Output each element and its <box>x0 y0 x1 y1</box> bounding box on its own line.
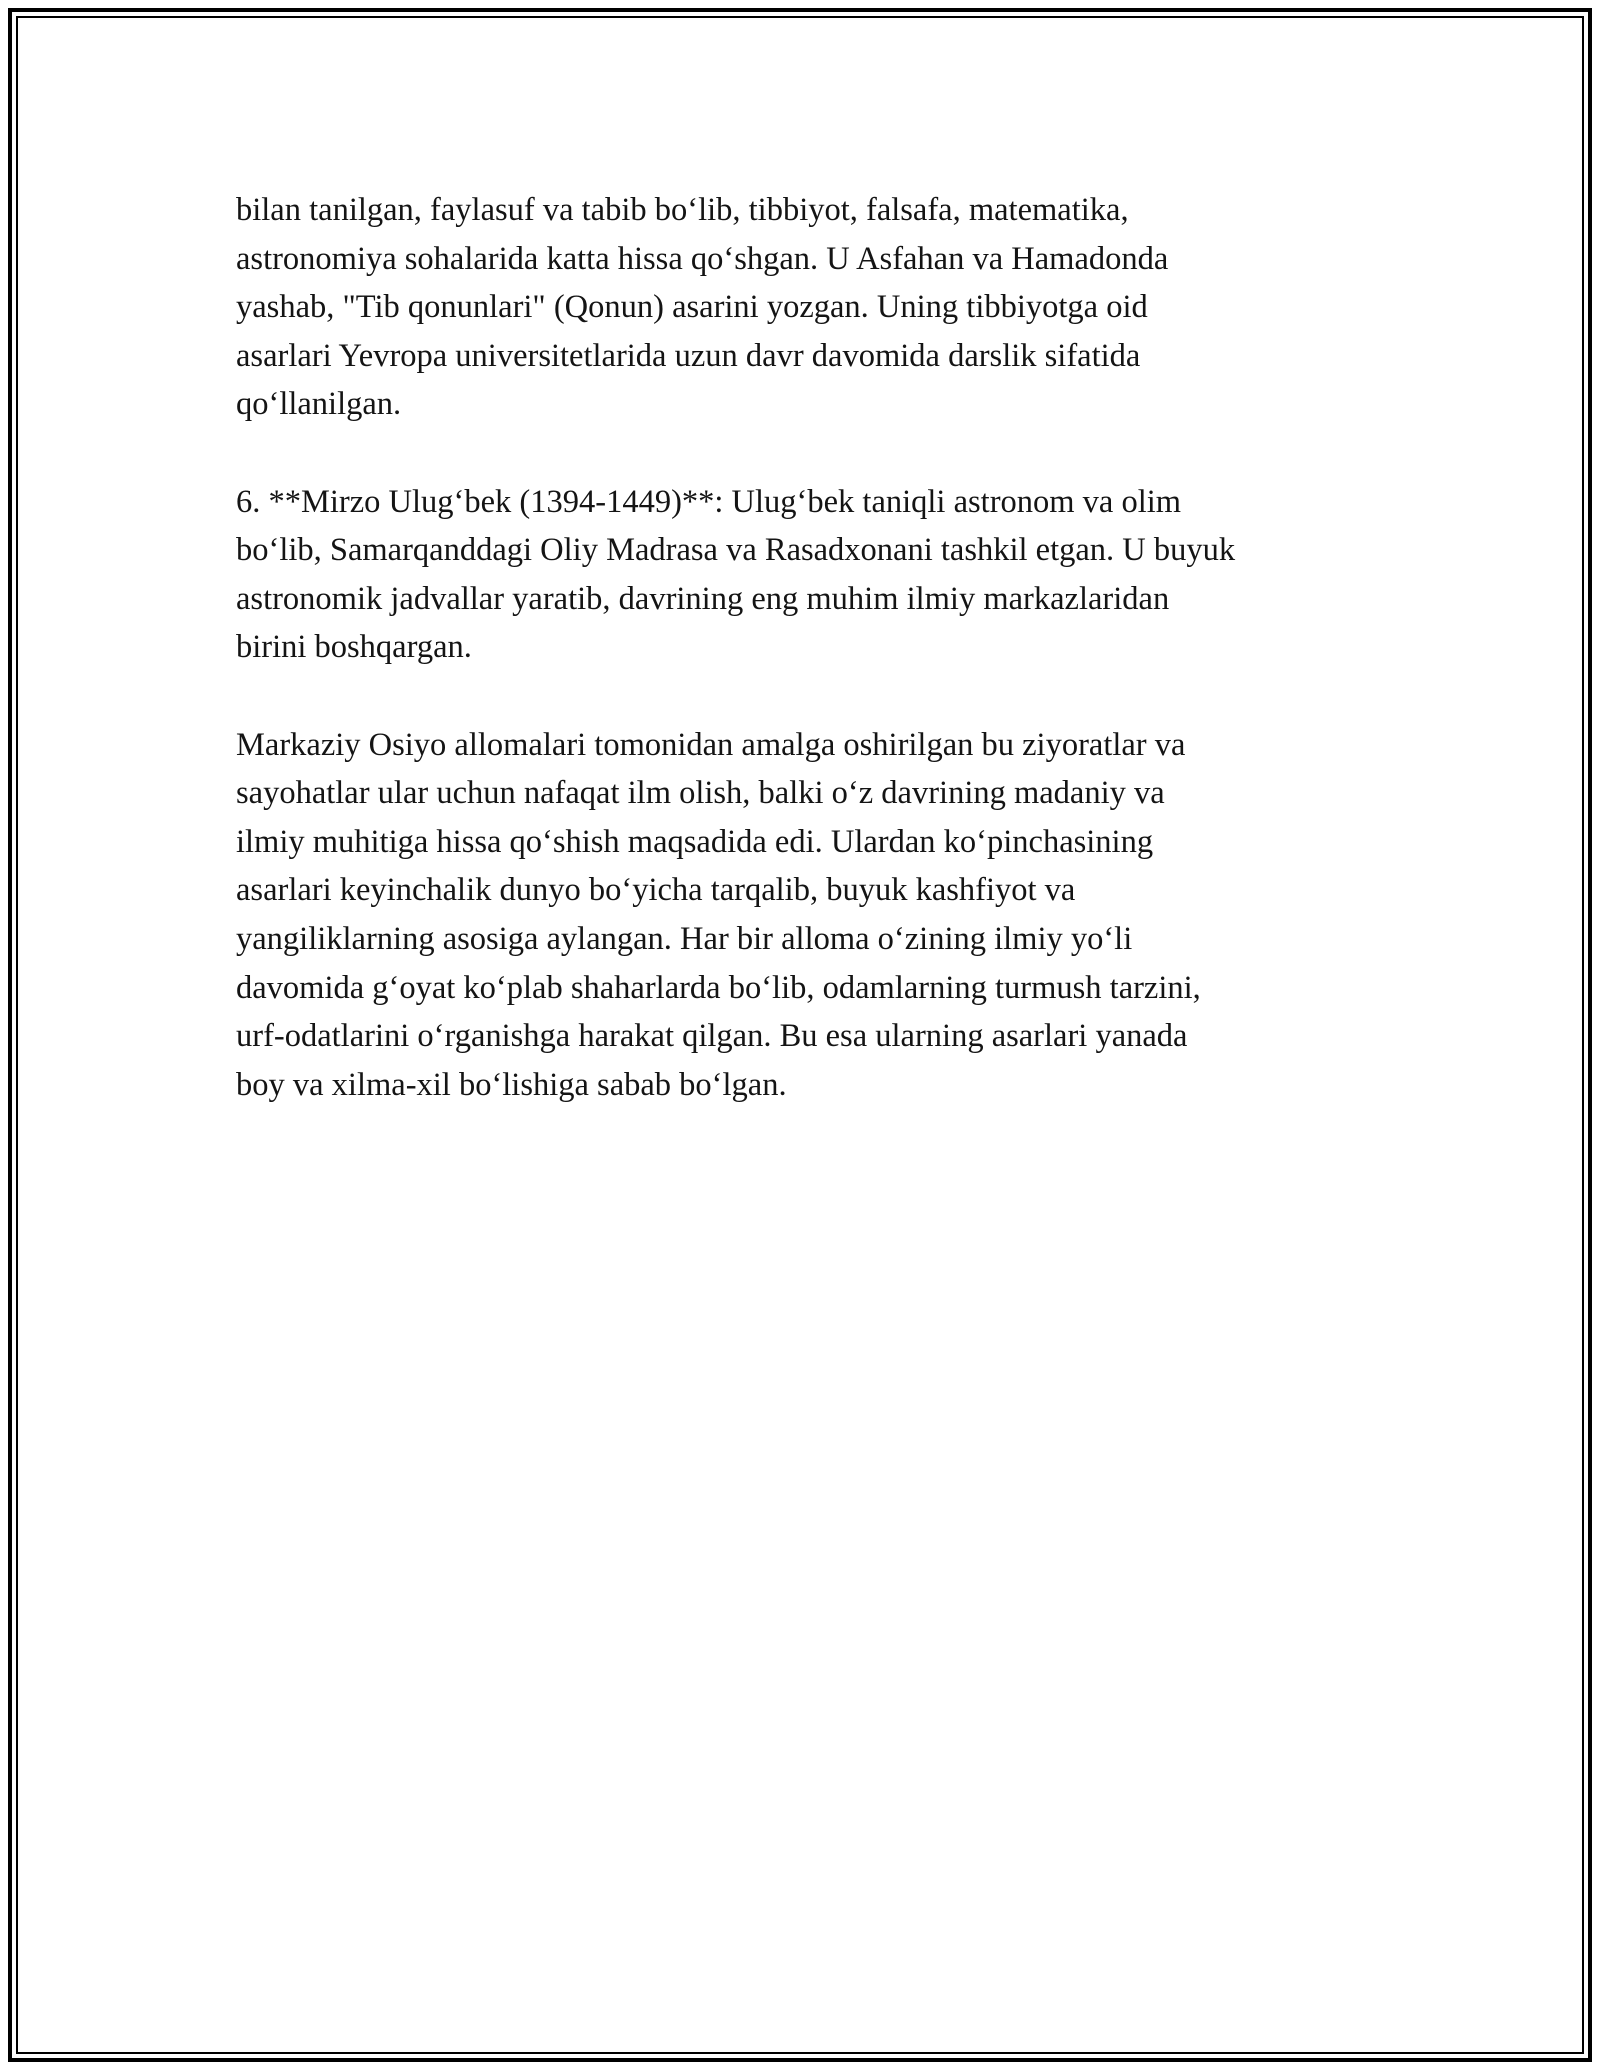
document-body <box>236 186 1376 1158</box>
text-line: Markaziy Osiyo allomalari tomonidan amalga oshirilgan bu ziyoratlar va <box>236 726 1186 763</box>
text-line: asarlari Yevropa universitetlarida uzun davr davomida darslik sifatida <box>236 337 1141 374</box>
paragraph-conclusion <box>236 721 1376 1110</box>
text-line: ilmiy muhitiga hissa qo‘shish maqsadida edi. Ulardan ko‘pinchasining <box>236 823 1154 860</box>
text-line: asarlari keyinchalik dunyo bo‘yicha tarqalib, buyuk kashfiyot va <box>236 872 1076 909</box>
text-line: bo‘lib, Samarqanddagi Oliy Madrasa va Rasadxonani tashkil etgan. U buyuk <box>236 532 1236 569</box>
text-line: sayohatlar ular uchun nafaqat ilm olish, balki o‘z davrining madaniy va <box>236 775 1165 812</box>
text-line: davomida g‘oyat ko‘plab shaharlarda bo‘lib, odamlarning turmush tarzini, <box>236 969 1201 1006</box>
text-line: bilan tanilgan, faylasuf va tabib bo‘lib, tibbiyot, falsafa, matematika, <box>236 192 1129 228</box>
text-line: 6. **Mirzo Ulug‘bek (1394-1449)**: Ulug‘bek taniqli astronom va olim <box>236 483 1182 520</box>
text-line: boy va xilma-xil bo‘lishiga sabab bo‘lgan. <box>236 1066 787 1103</box>
paragraph-ibn-sino-continued <box>236 186 1376 429</box>
text-line: birini boshqargan. <box>236 629 472 666</box>
text-line: urf-odatlarini o‘rganishga harakat qilgan. Bu esa ularning asarlari yanada <box>236 1018 1188 1055</box>
text-line: qo‘llanilgan. <box>236 386 402 423</box>
paragraph-mirzo-ulugbek <box>236 478 1376 672</box>
text-line: astronomik jadvallar yaratib, davrining eng muhim ilmiy markazlaridan <box>236 580 1170 617</box>
text-line: yashab, "Tib qonunlari" (Qonun) asarini yozgan. Uning tibbiyotga oid <box>236 289 1148 326</box>
text-line: astronomiya sohalarida katta hissa qo‘shgan. U Asfahan va Hamadonda <box>236 240 1169 277</box>
text-line: yangiliklarning asosiga aylangan. Har bir alloma o‘zining ilmiy yo‘li <box>236 920 1133 957</box>
